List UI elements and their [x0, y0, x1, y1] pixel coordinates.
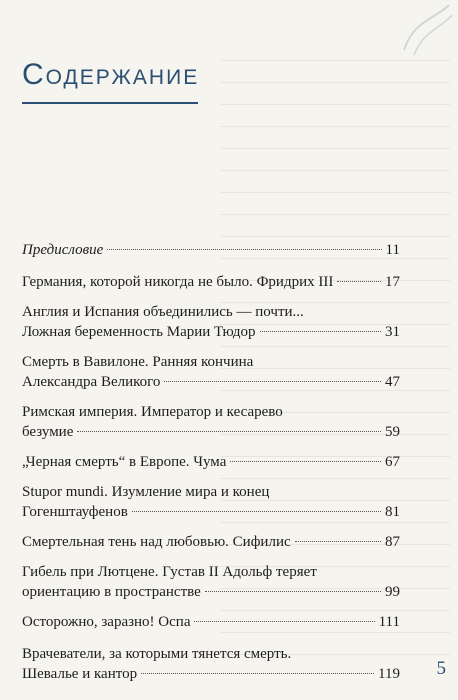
toc-entry-title-line: Римская империя. Император и кесарево — [22, 404, 283, 420]
toc-entry — [22, 452, 400, 472]
dot-leader — [260, 331, 381, 332]
toc-entry-title-line: Врачеватели, за которыми тянется смерть. — [22, 646, 292, 662]
toc-entry-title-line: безумие — [22, 424, 74, 440]
toc-entry-title-line: Осторожно, заразно! Оспа — [22, 614, 191, 630]
toc-entry-title-line: Гибель при Лютцене. Густав II Адольф теряет — [22, 564, 317, 580]
page-number: 5 — [436, 658, 446, 679]
dot-leader — [337, 281, 381, 282]
toc-entry-title-line: Смерть в Вавилоне. Ранняя кончина — [22, 354, 254, 370]
toc-entry-page: 99 — [385, 584, 400, 600]
toc-entry — [22, 562, 400, 602]
toc-entry — [22, 402, 400, 442]
toc-entry-title-line: Предисловие — [22, 242, 104, 258]
dot-leader — [141, 673, 374, 674]
toc-entry-title-line: Смертельная тень над любовью. Сифилис — [22, 534, 291, 550]
toc-entry-last-line — [22, 240, 400, 260]
toc-entry-title-line: „Черная смерть“ в Европе. Чума — [22, 454, 227, 470]
toc-entry — [22, 532, 400, 552]
toc-heading: Содержание — [22, 58, 200, 91]
toc-entry-page: 11 — [385, 242, 400, 258]
toc-entry-title-line: Ложная беременность Марии Тюдор — [22, 324, 256, 340]
table-of-contents — [22, 230, 400, 684]
toc-entry-last-line — [22, 582, 400, 602]
toc-entry — [22, 482, 400, 522]
dot-leader — [132, 511, 381, 512]
toc-entry-title-line: Гогенштауфенов — [22, 504, 128, 520]
toc-entry-last-line — [22, 664, 400, 684]
toc-entry-title-line: Германия, которой никогда не было. Фридрих III — [22, 274, 334, 290]
toc-entry-page: 59 — [385, 424, 400, 440]
toc-entry-page: 87 — [385, 534, 400, 550]
toc-entry-title-line: ориентацию в пространстве — [22, 584, 201, 600]
dot-leader — [107, 249, 381, 250]
toc-entry-last-line — [22, 422, 400, 442]
toc-entry-page: 67 — [385, 454, 400, 470]
toc-entry-title-line: Англия и Испания объединились — почти... — [22, 304, 304, 320]
dot-leader — [194, 621, 374, 622]
toc-entry-last-line — [22, 372, 400, 392]
toc-entry-last-line — [22, 612, 400, 632]
toc-entry-page: 119 — [378, 666, 400, 682]
toc-entry-page: 17 — [385, 274, 400, 290]
toc-entry-last-line — [22, 452, 400, 472]
toc-entry-last-line — [22, 322, 400, 342]
dot-leader — [77, 431, 381, 432]
heading-underline — [22, 102, 198, 104]
toc-entry — [22, 302, 400, 342]
toc-entry-page: 31 — [385, 324, 400, 340]
toc-entry-last-line — [22, 502, 400, 522]
toc-entry — [22, 612, 400, 632]
dot-leader — [164, 381, 381, 382]
toc-entry — [22, 644, 400, 684]
dot-leader — [230, 461, 381, 462]
toc-entry-page: 81 — [385, 504, 400, 520]
toc-entry-title-line: Александра Великого — [22, 374, 161, 390]
toc-entry — [22, 240, 400, 260]
toc-entry-title-line: Stupor mundi. Изумление мира и конец — [22, 484, 270, 500]
corner-ornament-icon — [394, 0, 454, 60]
toc-entry-last-line — [22, 272, 400, 292]
toc-entry-page: 47 — [385, 374, 400, 390]
dot-leader — [205, 591, 381, 592]
toc-entry-title-line: Шевалье и кантор — [22, 666, 138, 682]
toc-entry — [22, 352, 400, 392]
toc-entry — [22, 272, 400, 292]
toc-entry-last-line — [22, 532, 400, 552]
toc-entry-page: 111 — [378, 614, 400, 630]
dot-leader — [295, 541, 381, 542]
